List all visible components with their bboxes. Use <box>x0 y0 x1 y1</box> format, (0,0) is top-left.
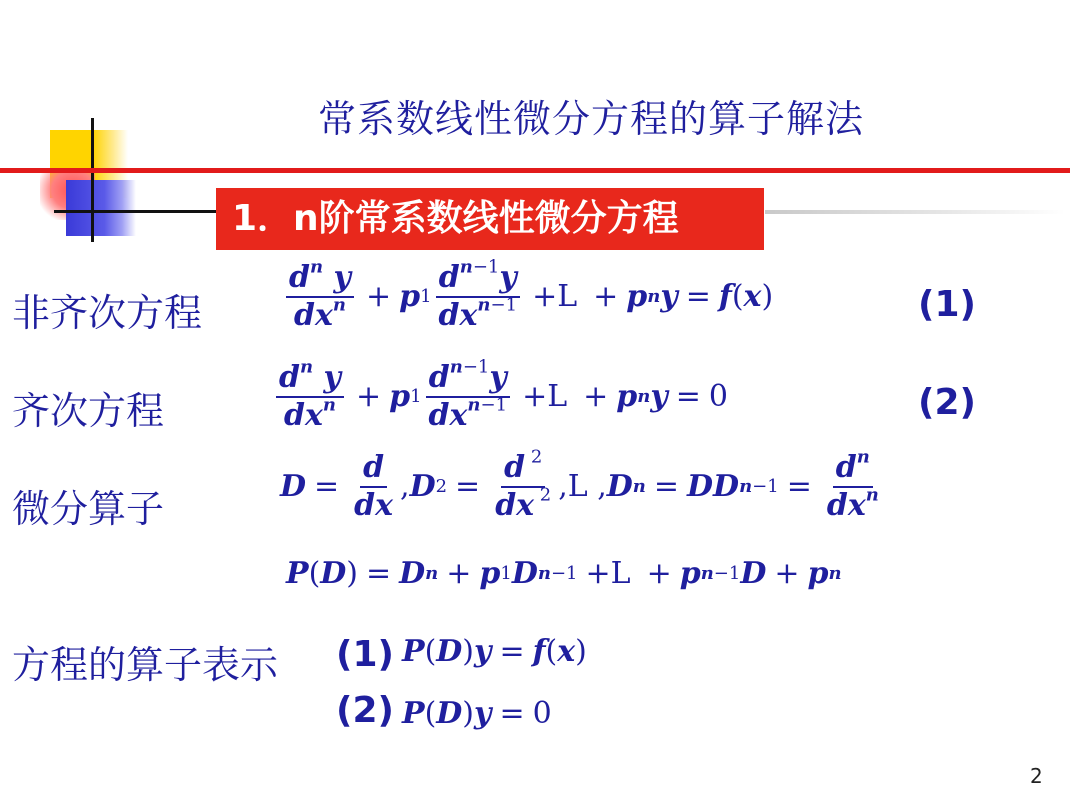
label-homogeneous: 齐次方程 <box>12 389 165 433</box>
equation-number-2: (2) <box>918 382 976 423</box>
equation-operator-form-2: P ( D ) y = 0 <box>402 696 552 731</box>
label-operator: 微分算子 <box>12 487 165 531</box>
equation-number-1: (1) <box>918 284 976 325</box>
equation-operator-definition: D = $\frac{d}{dx}$ , D 2 = $\frac{d ^2}{dx ^2}$ ,L , D n = DD n−1 = $\frac{d^n}{dx^n}$ <box>280 446 879 523</box>
decor-blue-square <box>66 180 136 236</box>
section-shadow-line <box>765 210 1065 214</box>
label-operator-form: 方程的算子表示 <box>12 643 279 687</box>
equation-nonhomogeneous: $\frac{d^n y}{dx^n}$ + p 1 $\frac{d^{n-1}y}{dx^{n-1}}$ +L + p n y = f ( x ) <box>282 262 773 331</box>
equation-operator-form-1: P ( D ) y = f ( x ) <box>402 634 587 669</box>
equation-homogeneous: $\frac{d^n y}{dx^n}$ + p 1 $\frac{d^{n-1}y}{dx^{n-1}}$ +L + p n y = 0 <box>272 362 728 431</box>
operator-form-number-2: (2) <box>336 690 394 731</box>
page-number: 2 <box>1030 764 1043 788</box>
operator-form-number-1: (1) <box>336 634 394 675</box>
slide-title: 常系数线性微分方程的算子解法 <box>318 97 865 141</box>
label-nonhomogeneous: 非齐次方程 <box>12 291 203 335</box>
equation-characteristic-operator: P ( D ) = D n + p 1 D n−1 +L + p n−1 D + p n <box>286 556 842 591</box>
decor-vertical-line <box>91 118 94 242</box>
decor-horizontal-line <box>54 210 216 213</box>
title-divider <box>0 168 1070 173</box>
section-header: 1．n阶常系数线性微分方程 <box>216 188 764 250</box>
